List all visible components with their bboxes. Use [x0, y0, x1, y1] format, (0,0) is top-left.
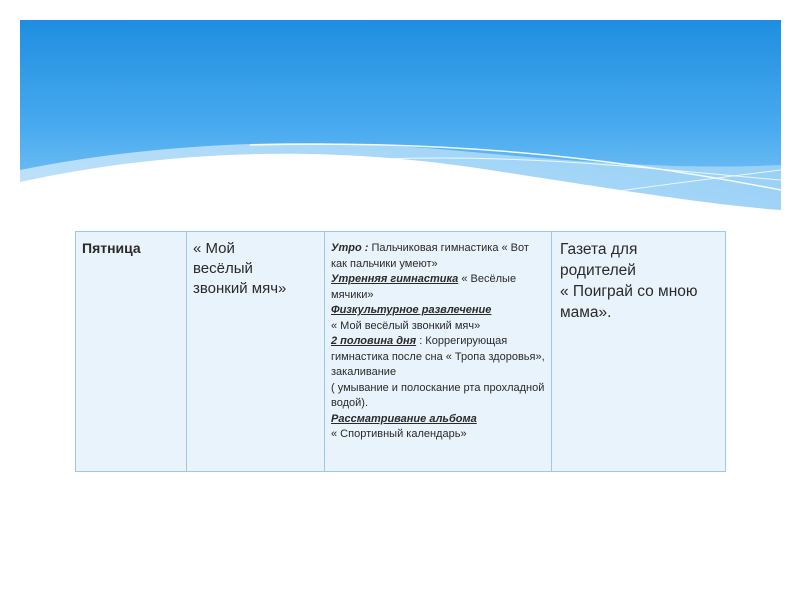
parents-line: « Поиграй со мною [560, 283, 698, 300]
theme-line: « Мой [193, 240, 235, 257]
activity-text: « Весёлые мячики» [331, 273, 517, 301]
table-row [76, 232, 726, 472]
activity-label: Рассматривание альбома [331, 412, 477, 425]
activity-item [331, 427, 545, 443]
slide-header-banner [20, 20, 781, 220]
activity-item [331, 241, 545, 272]
wave-background [20, 20, 781, 220]
parents-cell [552, 232, 726, 472]
parents-line: мама». [560, 304, 612, 321]
theme-line: весёлый [193, 260, 253, 277]
activity-label: Утренняя гимнастика [331, 273, 459, 285]
activity-text: Пальчиковая гимнастика « Вот как пальчики умеют» [331, 242, 529, 270]
activity-text: ( умывание и полоскание рта прохладной водой). [331, 381, 545, 409]
activity-item [331, 319, 545, 335]
activity-label: Физкультурное развлечение [331, 304, 492, 316]
activity-text: « Мой весёлый звонкий мяч» [331, 319, 481, 332]
activity-text: : Коррегирующая гимнастика после сна « Тропа здоровья», закаливание [331, 335, 545, 378]
activity-item [331, 272, 545, 303]
activity-label: Утро : [331, 242, 369, 254]
activity-item [331, 303, 545, 319]
activity-label: 2 половина дня [331, 335, 417, 347]
activity-item [331, 381, 545, 412]
activities-cell [325, 232, 552, 472]
activity-text: « Спортивный календарь» [331, 428, 467, 440]
activity-item [331, 334, 545, 381]
parents-line: Газета для родителей [560, 241, 638, 279]
theme-line: звонкий мяч» [193, 280, 287, 297]
theme-cell [187, 232, 325, 472]
activity-item [331, 412, 545, 428]
day-cell: Пятница [76, 232, 187, 472]
schedule-table [75, 231, 726, 472]
